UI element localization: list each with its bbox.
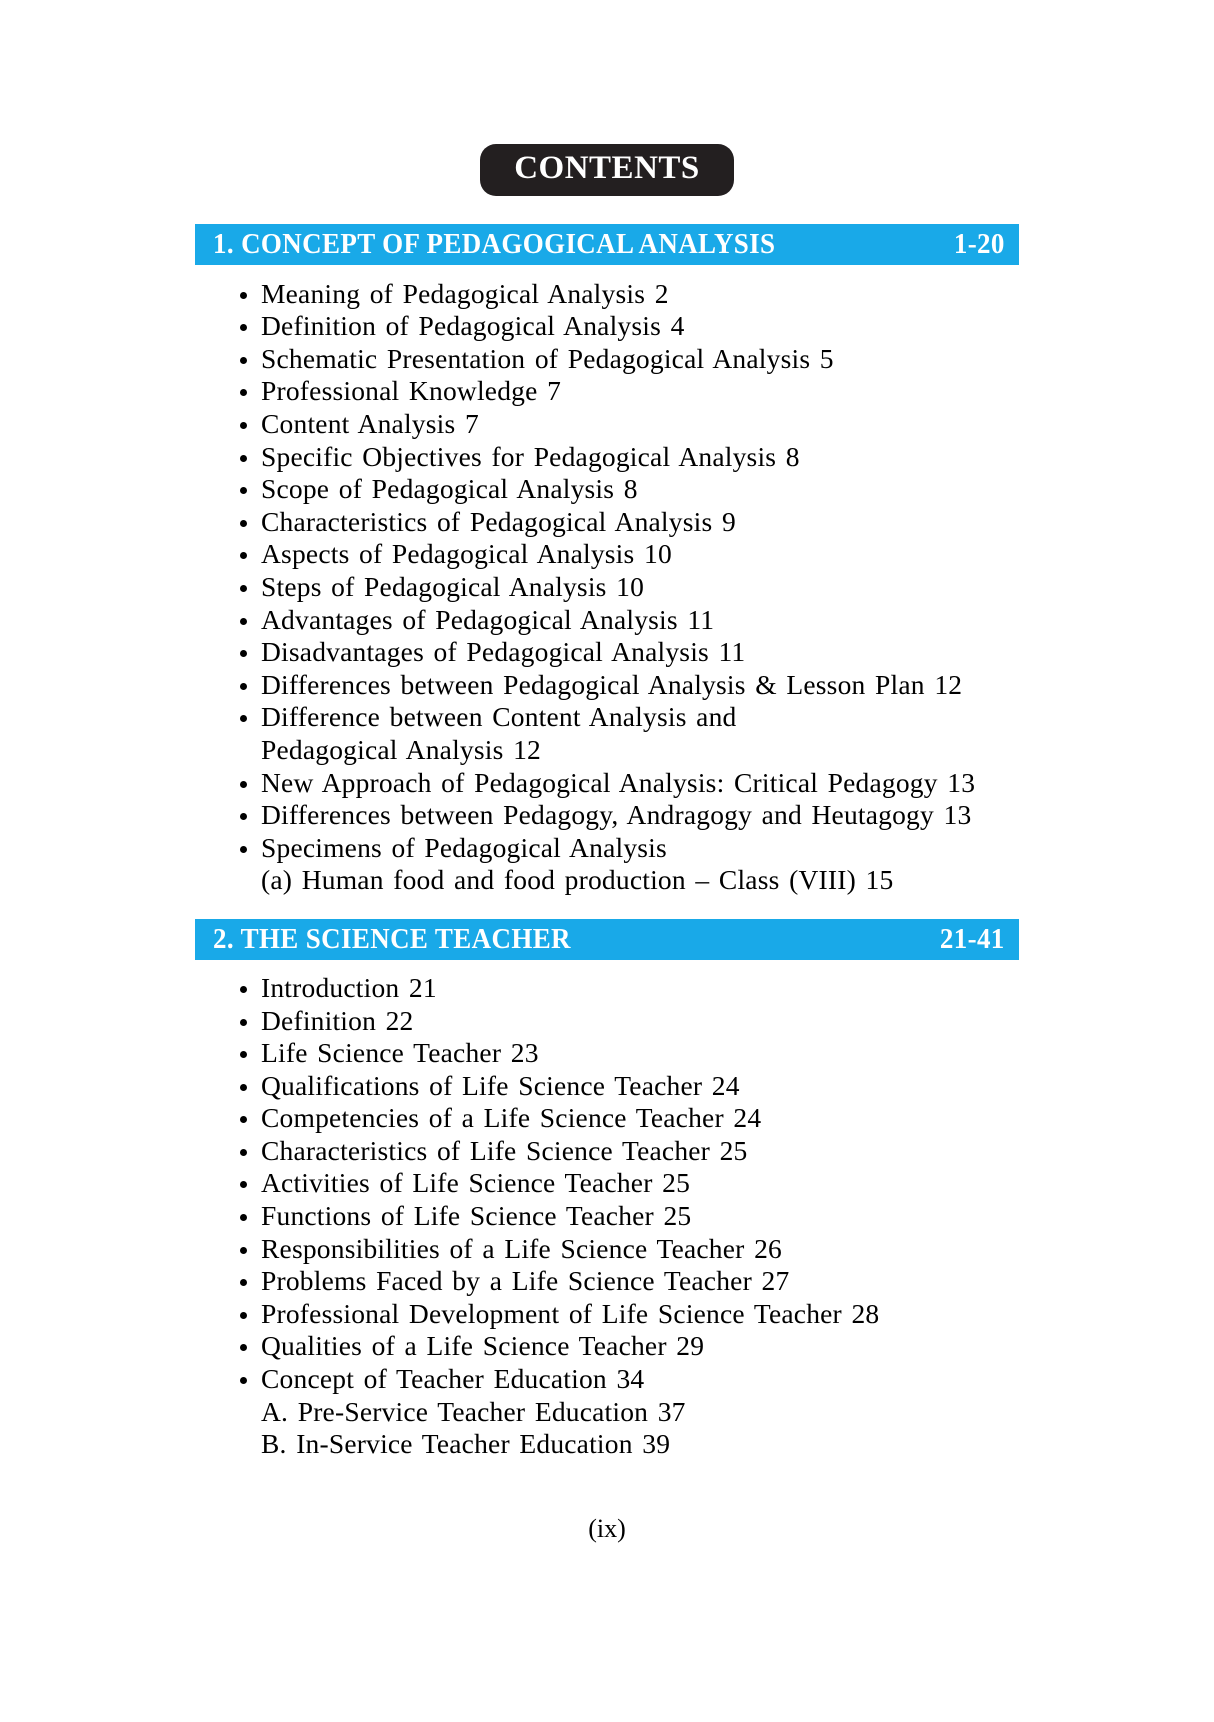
chapter-2-entries	[195, 960, 1019, 1461]
bullet-icon	[240, 618, 247, 625]
list-item[interactable]	[195, 767, 1019, 800]
list-item-label: Problems Faced by a Life Science Teacher 27	[261, 1265, 790, 1297]
list-item[interactable]	[195, 1070, 1019, 1103]
page-title-container	[0, 0, 1214, 196]
bullet-icon	[240, 1019, 247, 1026]
list-item[interactable]	[195, 1298, 1019, 1331]
list-item[interactable]	[195, 538, 1019, 571]
list-item[interactable]	[195, 278, 1019, 311]
list-item-continuation	[195, 734, 1019, 767]
list-item-label: Meaning of Pedagogical Analysis 2	[261, 277, 669, 309]
list-item[interactable]	[195, 1167, 1019, 1200]
list-item[interactable]	[195, 1005, 1019, 1038]
list-item-label: Schematic Presentation of Pedagogical Analysis 5	[261, 342, 834, 374]
bullet-icon	[240, 324, 247, 331]
chapter-2-title: 2. THE SCIENCE TEACHER	[213, 922, 571, 955]
list-item-label: Differences between Pedagogy, Andragogy and Heutagogy 13	[261, 799, 972, 831]
list-item-label: Professional Knowledge 7	[261, 375, 562, 407]
list-item-label: Responsibilities of a Life Science Teacher 26	[261, 1232, 782, 1264]
bullet-icon	[240, 520, 247, 527]
list-item-label: Qualities of a Life Science Teacher 29	[261, 1330, 705, 1362]
list-item[interactable]	[195, 506, 1019, 539]
list-item[interactable]	[195, 1330, 1019, 1363]
list-item[interactable]	[195, 473, 1019, 506]
list-item[interactable]	[195, 972, 1019, 1005]
bullet-icon	[240, 781, 247, 788]
bullet-icon	[240, 1214, 247, 1221]
list-item-label: B. In-Service Teacher Education 39	[261, 1428, 671, 1460]
list-item-continuation	[195, 1396, 1019, 1429]
list-item[interactable]	[195, 604, 1019, 637]
list-item-label: Disadvantages of Pedagogical Analysis 11	[261, 636, 746, 668]
list-item-label: A. Pre-Service Teacher Education 37	[261, 1395, 686, 1427]
list-item-label: Differences between Pedagogical Analysis & Lesson Plan 12	[261, 668, 963, 700]
chapter-2-page-range: 21-41	[940, 922, 1005, 955]
bullet-icon	[240, 1051, 247, 1058]
bullet-icon	[240, 1344, 247, 1351]
list-item[interactable]	[195, 799, 1019, 832]
page-folio: (ix)	[588, 1514, 626, 1543]
list-item-label: New Approach of Pedagogical Analysis: Critical Pedagogy 13	[261, 766, 976, 798]
list-item[interactable]	[195, 375, 1019, 408]
list-item[interactable]	[195, 1135, 1019, 1168]
bullet-icon	[240, 1084, 247, 1091]
list-item[interactable]	[195, 669, 1019, 702]
bullet-icon	[240, 455, 247, 462]
chapter-heading-2[interactable]	[195, 919, 1019, 960]
list-item-label: Advantages of Pedagogical Analysis 11	[261, 603, 715, 635]
list-item-label: (a) Human food and food production – Class (VIII) 15	[261, 864, 894, 896]
list-item-label: Concept of Teacher Education 34	[261, 1363, 645, 1395]
list-item[interactable]	[195, 571, 1019, 604]
bullet-icon	[240, 389, 247, 396]
list-item-label: Difference between Content Analysis and	[261, 701, 737, 733]
bullet-icon	[240, 715, 247, 722]
list-item[interactable]	[195, 832, 1019, 865]
list-item-label: Competencies of a Life Science Teacher 24	[261, 1102, 762, 1134]
bullet-icon	[240, 292, 247, 299]
bullet-icon	[240, 552, 247, 559]
list-item[interactable]	[195, 1363, 1019, 1396]
list-item[interactable]	[195, 441, 1019, 474]
list-item-label: Definition of Pedagogical Analysis 4	[261, 310, 685, 342]
list-item-label: Specific Objectives for Pedagogical Analysis 8	[261, 440, 800, 472]
bullet-icon	[240, 1181, 247, 1188]
chapter-1-page-range: 1-20	[954, 227, 1005, 260]
list-item[interactable]	[195, 701, 1019, 734]
chapter-1-title: 1. CONCEPT OF PEDAGOGICAL ANALYSIS	[213, 227, 776, 260]
bullet-icon	[240, 683, 247, 690]
chapter-1-entries	[195, 265, 1019, 897]
list-item[interactable]	[195, 310, 1019, 343]
list-item[interactable]	[195, 1200, 1019, 1233]
bullet-icon	[240, 846, 247, 853]
list-item-label: Activities of Life Science Teacher 25	[261, 1167, 691, 1199]
list-item-label: Specimens of Pedagogical Analysis	[261, 831, 667, 863]
list-item-label: Professional Development of Life Science Teacher 28	[261, 1297, 880, 1329]
bullet-icon	[240, 1312, 247, 1319]
chapter-heading-1[interactable]	[195, 224, 1019, 265]
bullet-icon	[240, 1149, 247, 1156]
list-item-continuation	[195, 1428, 1019, 1461]
bullet-icon	[240, 1377, 247, 1384]
bullet-icon	[240, 1247, 247, 1254]
list-item-label: Characteristics of Life Science Teacher 25	[261, 1134, 748, 1166]
list-item-label: Aspects of Pedagogical Analysis 10	[261, 538, 672, 570]
list-item-label: Definition 22	[261, 1004, 414, 1036]
bullet-icon	[240, 1279, 247, 1286]
list-item[interactable]	[195, 636, 1019, 669]
list-item[interactable]	[195, 1037, 1019, 1070]
list-item[interactable]	[195, 408, 1019, 441]
bullet-icon	[240, 986, 247, 993]
list-item[interactable]	[195, 1233, 1019, 1266]
list-item[interactable]	[195, 343, 1019, 376]
list-item-label: Life Science Teacher 23	[261, 1037, 539, 1069]
list-item[interactable]	[195, 1265, 1019, 1298]
list-item-label: Content Analysis 7	[261, 408, 479, 440]
bullet-icon	[240, 585, 247, 592]
list-item-label: Steps of Pedagogical Analysis 10	[261, 570, 645, 602]
list-item-label: Introduction 21	[261, 971, 437, 1003]
page-title: CONTENTS	[480, 144, 734, 196]
list-item[interactable]	[195, 1102, 1019, 1135]
list-item-label: Scope of Pedagogical Analysis 8	[261, 473, 638, 505]
bullet-icon	[240, 357, 247, 364]
list-item-label: Characteristics of Pedagogical Analysis 9	[261, 505, 736, 537]
list-item-label: Pedagogical Analysis 12	[261, 733, 541, 765]
bullet-icon	[240, 1116, 247, 1123]
bullet-icon	[240, 650, 247, 657]
list-item-continuation	[195, 864, 1019, 897]
bullet-icon	[240, 422, 247, 429]
list-item-label: Qualifications of Life Science Teacher 24	[261, 1069, 740, 1101]
bullet-icon	[240, 487, 247, 494]
list-item-label: Functions of Life Science Teacher 25	[261, 1200, 692, 1232]
bullet-icon	[240, 813, 247, 820]
